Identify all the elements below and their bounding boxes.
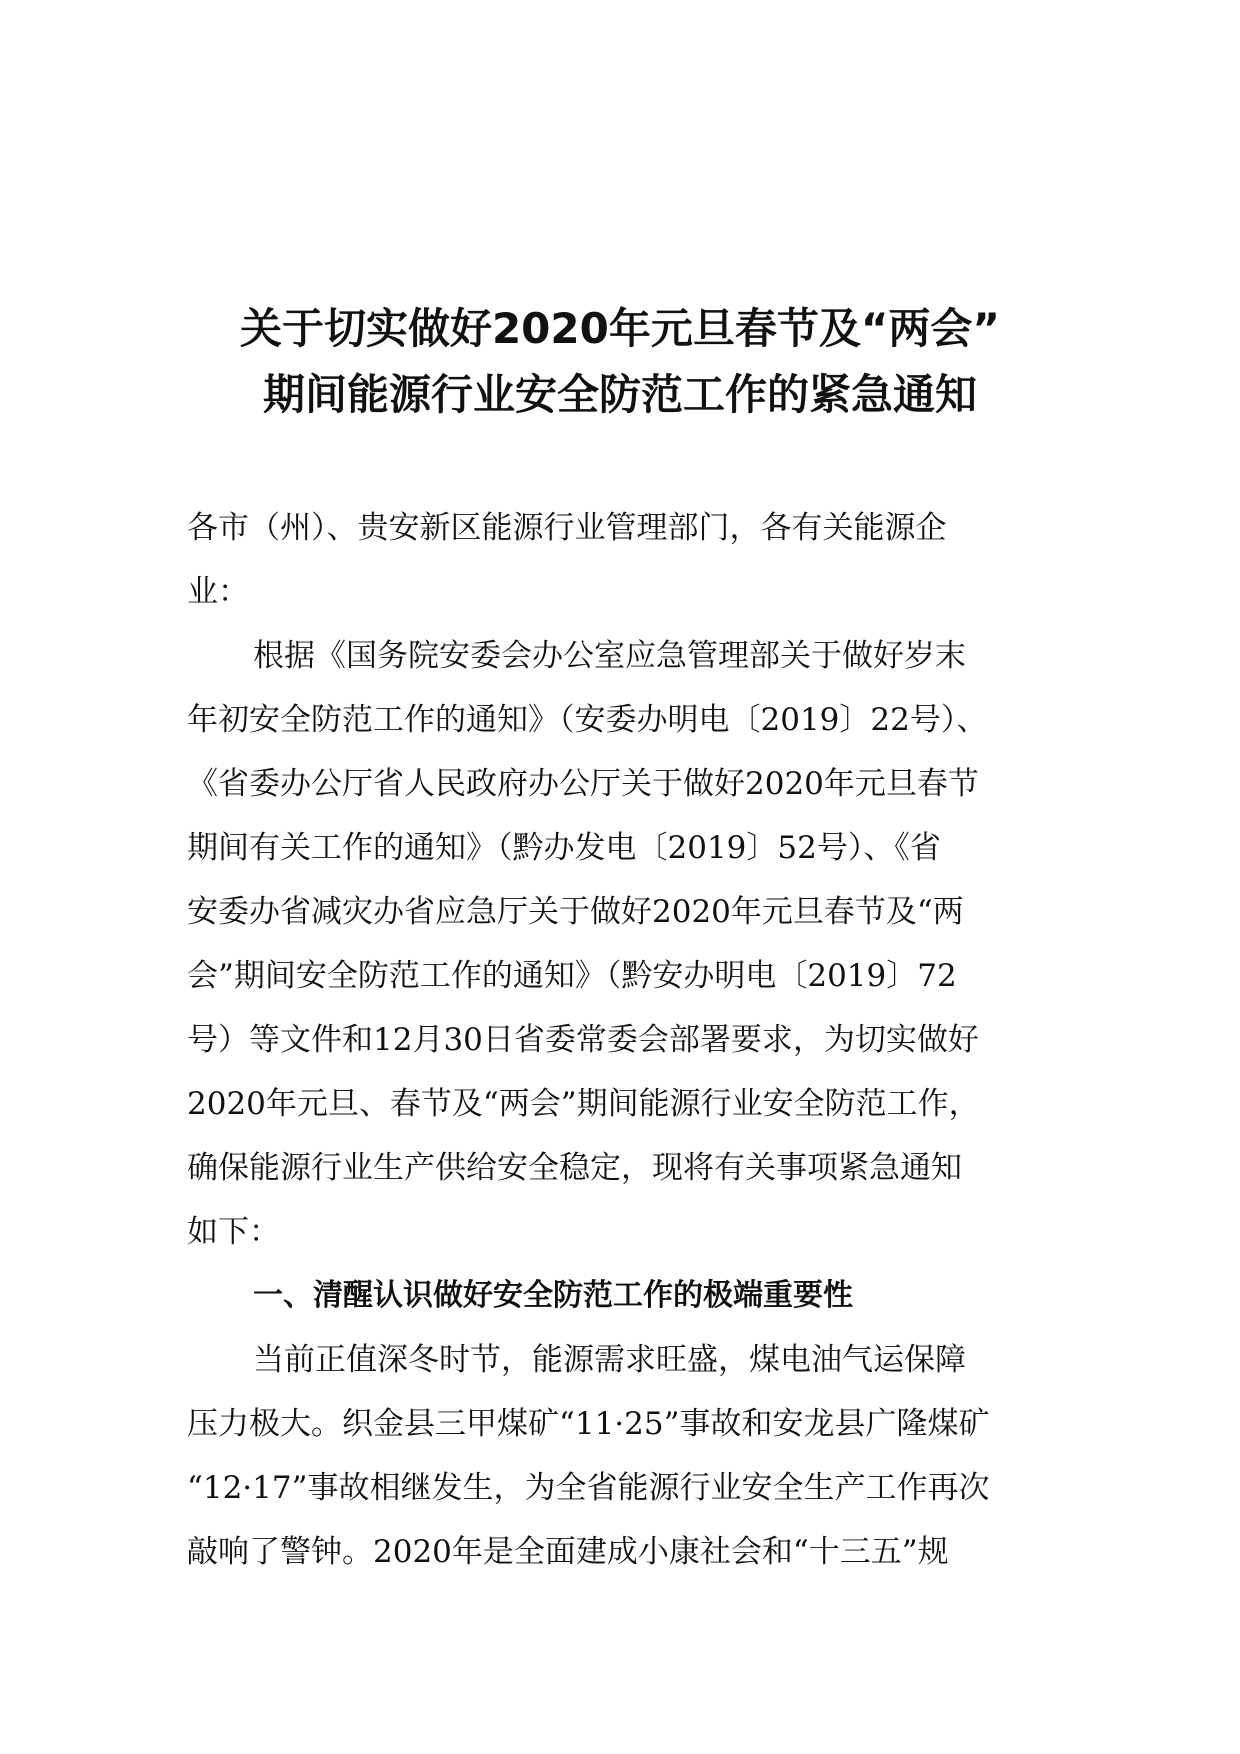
section-line: 当前正值深冬时节，能源需求旺盛，煤电油气运保障: [253, 1342, 966, 1378]
section-line: 敲响了警钟。2020年是全面建成小康社会和“十三五”规: [187, 1534, 949, 1570]
intro-line: 根据《国务院安委会办公室应急管理部关于做好岁末: [253, 638, 966, 674]
document-body: [187, 496, 1067, 1584]
intro-line: 2020年元旦、春节及“两会”期间能源行业安全防范工作，: [187, 1086, 980, 1122]
title-line-2: 期间能源行业安全防范工作的紧急通知: [262, 370, 977, 419]
intro-line: 期间有关工作的通知》（黔办发电〔2019〕52号）、《省: [187, 830, 941, 866]
intro-line: 号）等文件和12月30日省委常委会部署要求，为切实做好: [187, 1022, 979, 1058]
addressee-line-1: 各市（州）、贵安新区能源行业管理部门，各有关能源企: [187, 510, 947, 546]
document-title: [150, 296, 1090, 428]
addressee-line-2: 业：: [187, 574, 249, 610]
intro-line: 年初安全防范工作的通知》（安委办明电〔2019〕22号）、: [187, 702, 988, 738]
intro-line: 会”期间安全防范工作的通知》（黔安办明电〔2019〕72: [187, 958, 957, 994]
intro-line: 如下：: [187, 1214, 280, 1250]
intro-line: 安委办省减灾办省应急厅关于做好2020年元旦春节及“两: [187, 894, 964, 930]
section-line: 压力极大。织金县三甲煤矿“11·25”事故和安龙县广隆煤矿: [187, 1406, 990, 1442]
intro-line: 确保能源行业生产供给安全稳定，现将有关事项紧急通知: [187, 1150, 962, 1186]
section-line: “12·17”事故相继发生，为全省能源行业安全生产工作再次: [187, 1470, 990, 1506]
intro-line: 《省委办公厅省人民政府办公厅关于做好2020年元旦春节: [187, 766, 979, 802]
section-heading: 一、清醒认识做好安全防范工作的极端重要性: [253, 1278, 853, 1313]
title-line-1: 关于切实做好2020年元旦春节及“两会”: [239, 304, 1001, 353]
